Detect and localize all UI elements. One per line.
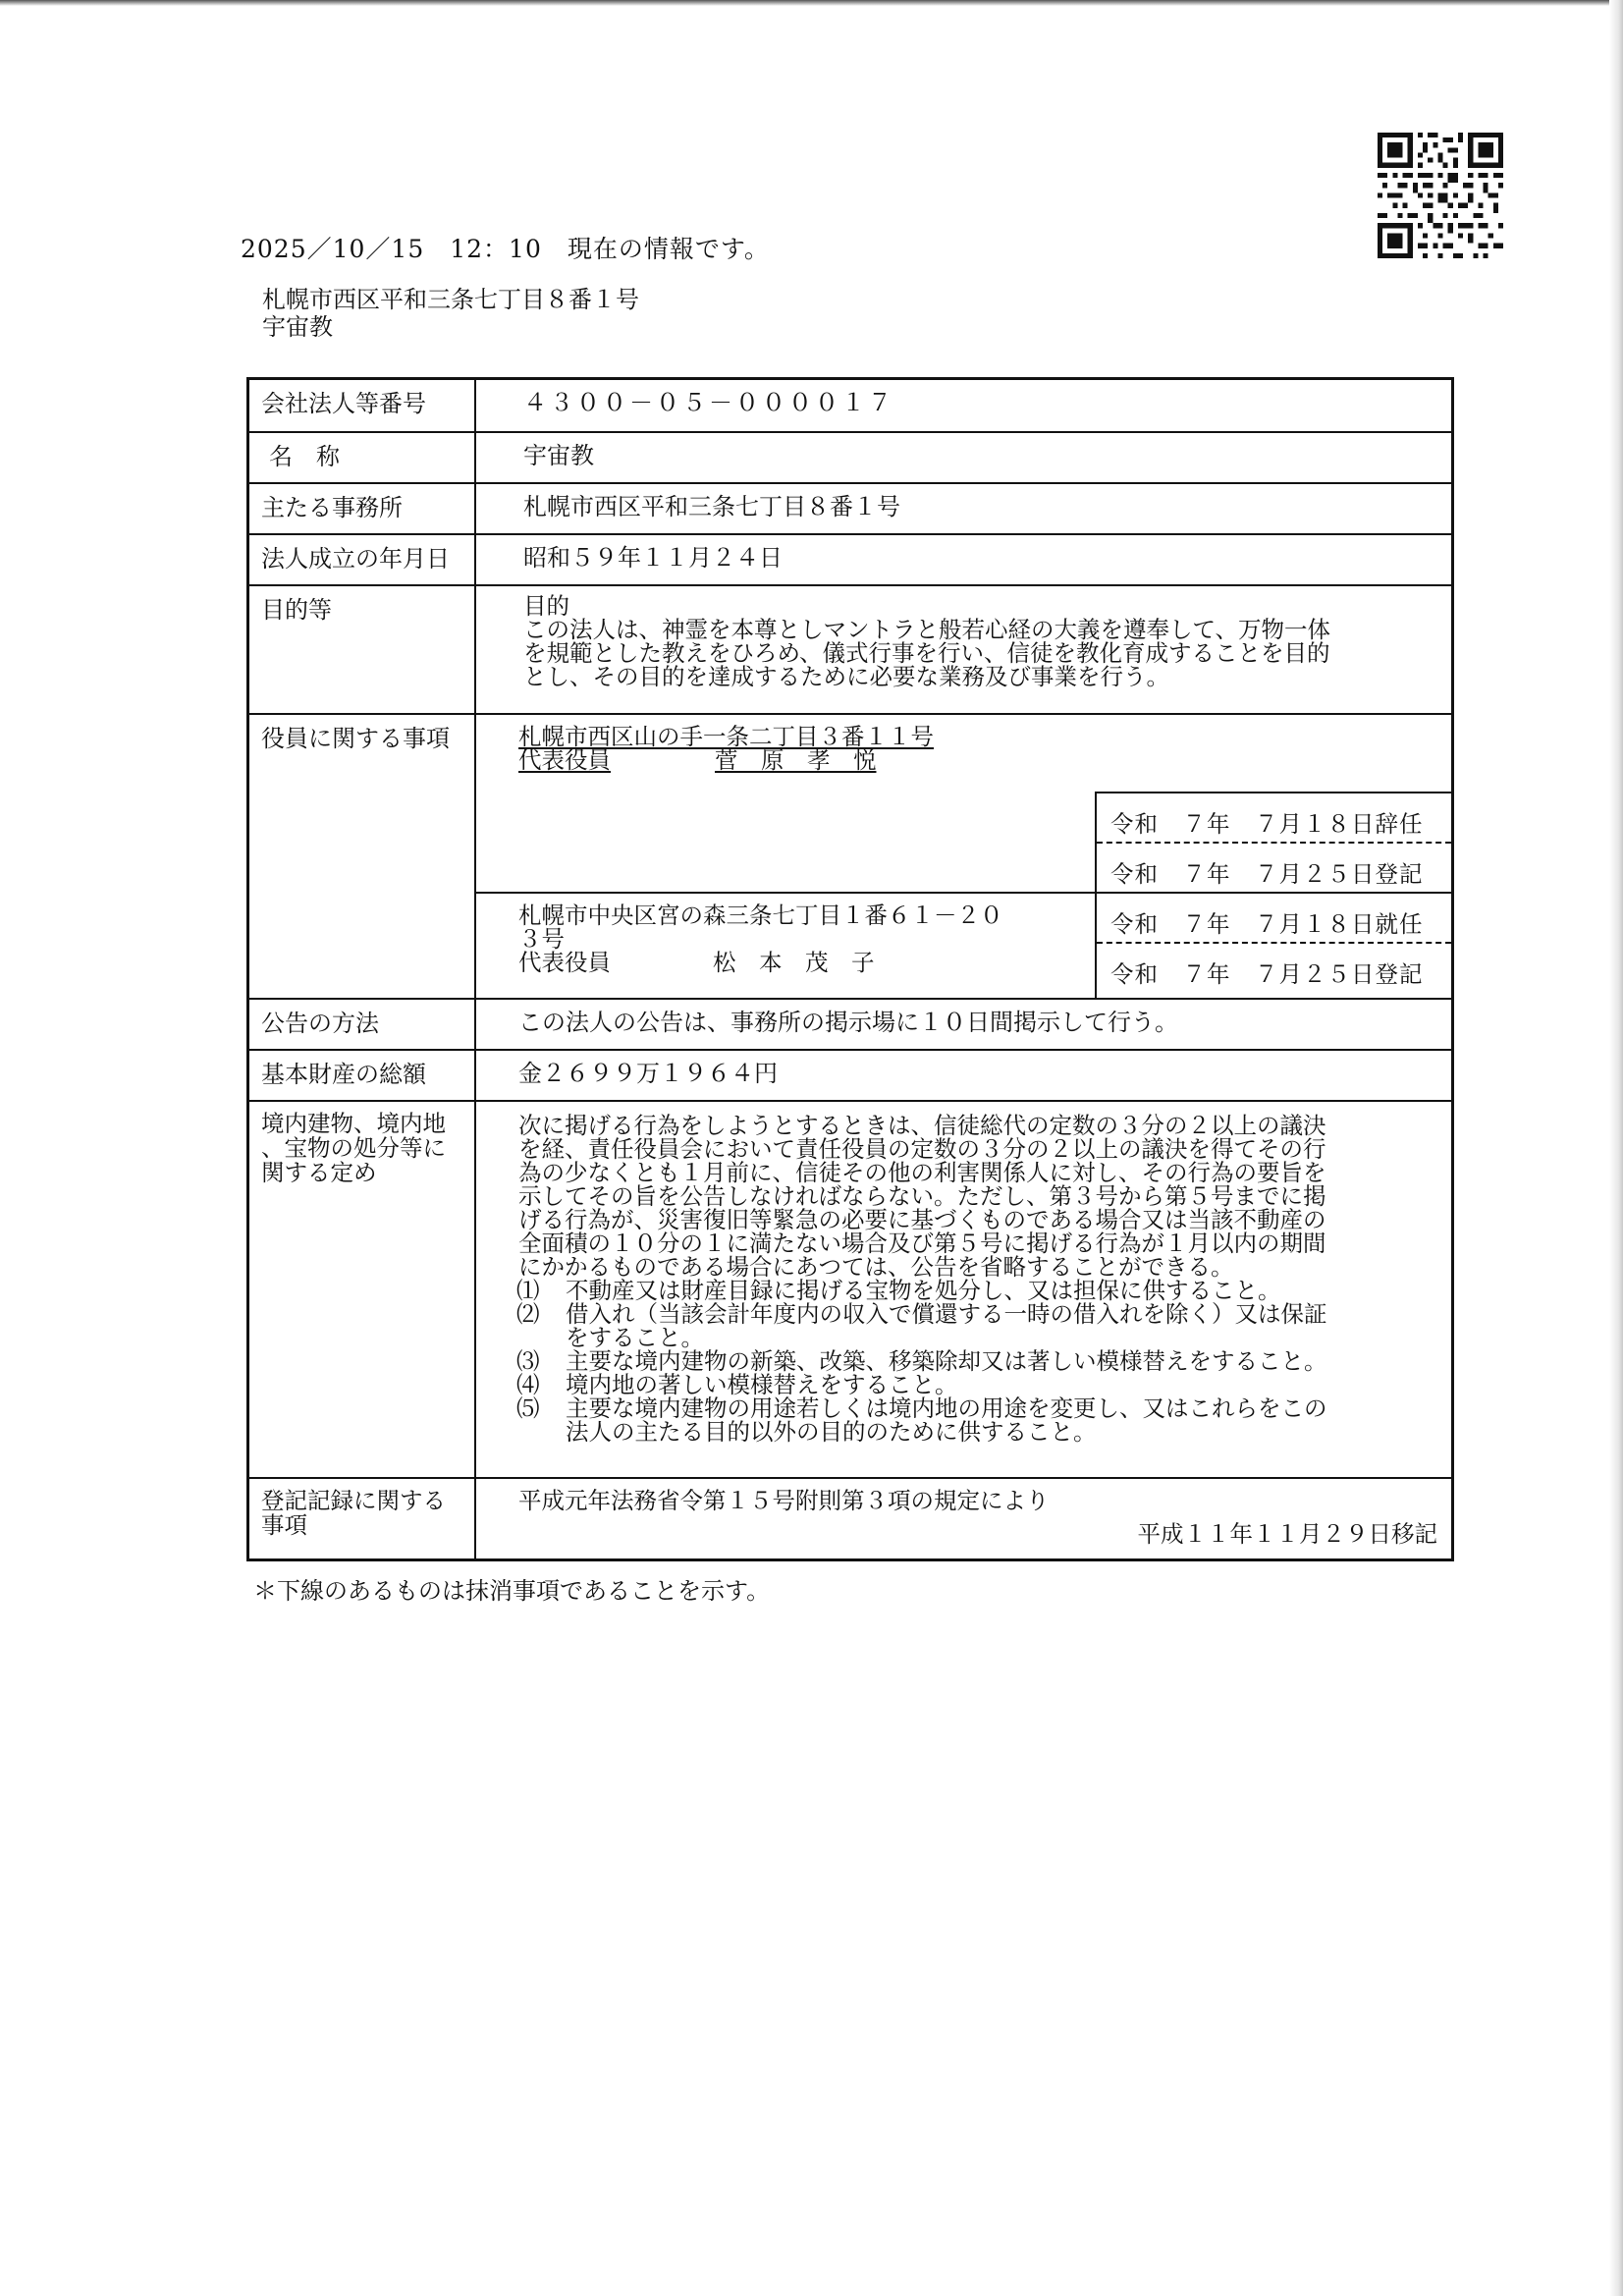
label-record-line: 事項 [261,1511,307,1539]
disposal-line: を経、責任役員会において責任役員の定数の３分の２以上の議決を得てその行 [518,1135,1326,1163]
value-notice: この法人の公告は、事務所の掲示場に１０日間掲示して行う。 [518,1009,1178,1036]
row-office [249,482,1451,533]
officer1-address: 札幌市西区山の手一条二丁目３番１１号 [518,723,934,750]
label-record [249,1479,476,1558]
row-name [249,431,1451,482]
disposal-line: 全面積の１０分の１に満たない場合及び第５号に掲げる行為が１月以内の期間 [518,1230,1326,1257]
value-office: 札幌市西区平和三条七丁目８番１号 [523,493,900,520]
disposal-line: にかかるものである場合にあつては、公告を省略することができる。 [518,1253,1234,1281]
label-disposal [249,1102,476,1477]
officer2-registered-date: 令和 ７年 ７月２５日登記 [1110,960,1424,988]
scan-top-edge [0,0,1623,6]
label-record-line: 登記記録に関する [261,1487,446,1514]
disposal-line: 次に掲げる行為をしようとするときは、信徒総代の定数の３分の２以上の議決 [518,1112,1326,1139]
officer-separator [476,892,1095,894]
row-notice [249,998,1451,1049]
disposal-line: 為の少なくとも１月前に、信徒その他の利害関係人に対し、その行為の要旨を [518,1159,1326,1186]
value-assets: 金２６９９万１９６４円 [518,1060,778,1087]
footnote: ＊下線のあるものは抹消事項であることを示す。 [253,1577,771,1605]
value-purpose [476,586,1451,713]
record-date: 平成１１年１１月２９日移記 [1137,1520,1437,1548]
registry-table [246,377,1454,1561]
officer2-title-name [518,951,1003,974]
purpose-line: を規範とした教えをひろめ、儀式行事を行い、信徒を教化育成することを目的 [523,639,1330,667]
officer1-registered-date: 令和 ７年 ７月２５日登記 [1110,860,1424,888]
label-officers: 役員に関する事項 [249,715,476,998]
header-address: 札幌市西区平和三条七丁目８番１号 [262,286,639,313]
label-disposal-line: 関する定め [261,1159,377,1186]
officer2-appoint-date: 令和 ７年 ７月１８日就任 [1097,894,1451,944]
value-disposal [476,1102,1451,1477]
officer2-block [518,903,1003,974]
officer2-title: 代表役員 [518,949,611,976]
header-address-block [262,286,639,341]
label-assets: 基本財産の総額 [249,1051,476,1100]
scan-right-edge [1609,0,1623,2296]
label-corp-number: 会社法人等番号 [249,380,476,431]
officer1-block [518,725,934,772]
officer1-dates [1095,792,1451,892]
label-office: 主たる事務所 [249,484,476,533]
label-disposal-line: 境内建物、境内地 [261,1110,446,1137]
row-disposal [249,1100,1451,1477]
disposal-item: ⑴ 不動産又は財産目録に掲げる宝物を処分し、又は担保に供すること。 [516,1277,1281,1304]
value-corp-number: ４３００－０５－００００１７ [523,389,894,416]
label-established: 法人成立の年月日 [249,535,476,584]
officer2-address-line2: ３号 [518,925,565,953]
label-purpose: 目的等 [249,586,476,713]
purpose-line: とし、その目的を達成するために必要な業務及び事業を行う。 [523,663,1169,690]
disposal-line: げる行為が、災害復旧等緊急の必要に基づくものである場合又は当該不動産の [518,1206,1326,1233]
officer1-title-name [518,748,934,772]
value-name: 宇宙教 [523,442,594,469]
qr-code-icon [1378,133,1503,258]
disposal-line: 示してその旨を公告しなければならない。ただし、第３号から第５号までに掲 [518,1182,1326,1210]
disposal-items [516,1279,1451,1444]
officer1-resign-date: 令和 ７年 ７月１８日辞任 [1097,793,1451,844]
row-purpose [249,584,1451,713]
officer2-name: 松 本 茂 子 [713,949,875,976]
purpose-heading: 目的 [523,592,569,620]
info-timestamp: 2025／10／15 12：10 現在の情報です。 [241,235,770,263]
label-name: 名 称 [249,433,476,482]
officer1-name: 菅 原 孝 悦 [715,746,877,774]
row-established [249,533,1451,584]
purpose-line: この法人は、神霊を本尊としマントラと般若心経の大義を遵奉して、万物一体 [523,616,1331,643]
officer2-dates [1095,892,1451,1000]
row-assets [249,1049,1451,1100]
value-established: 昭和５９年１１月２４日 [523,544,783,572]
officer1-title: 代表役員 [518,746,611,774]
row-corp-number [249,380,1451,431]
label-notice: 公告の方法 [249,1000,476,1049]
disposal-item: ⑵ 借入れ（当該会計年度内の収入で償還する一時の借入れを除く）又は保証 をすること。 [516,1300,1327,1351]
disposal-item: ⑶ 主要な境内建物の新築、改築、移築除却又は著しい模様替えをすること。 [516,1347,1327,1375]
disposal-item: ⑷ 境内地の著しい模様替えをすること。 [516,1371,958,1398]
row-record [249,1477,1451,1558]
record-text: 平成元年法務省令第１５号附則第３項の規定により [518,1487,1050,1514]
officer2-address-line1: 札幌市中央区宮の森三条七丁目１番６１－２０ [518,902,1003,929]
label-disposal-line: 、宝物の処分等に [261,1134,446,1162]
row-officers [249,713,1451,998]
disposal-item: ⑸ 主要な境内建物の用途若しくは境内地の用途を変更し、又はこれらをこの 法人の主たる目的以外の目的のために供すること。 [516,1394,1327,1446]
header-name: 宇宙教 [262,313,333,341]
